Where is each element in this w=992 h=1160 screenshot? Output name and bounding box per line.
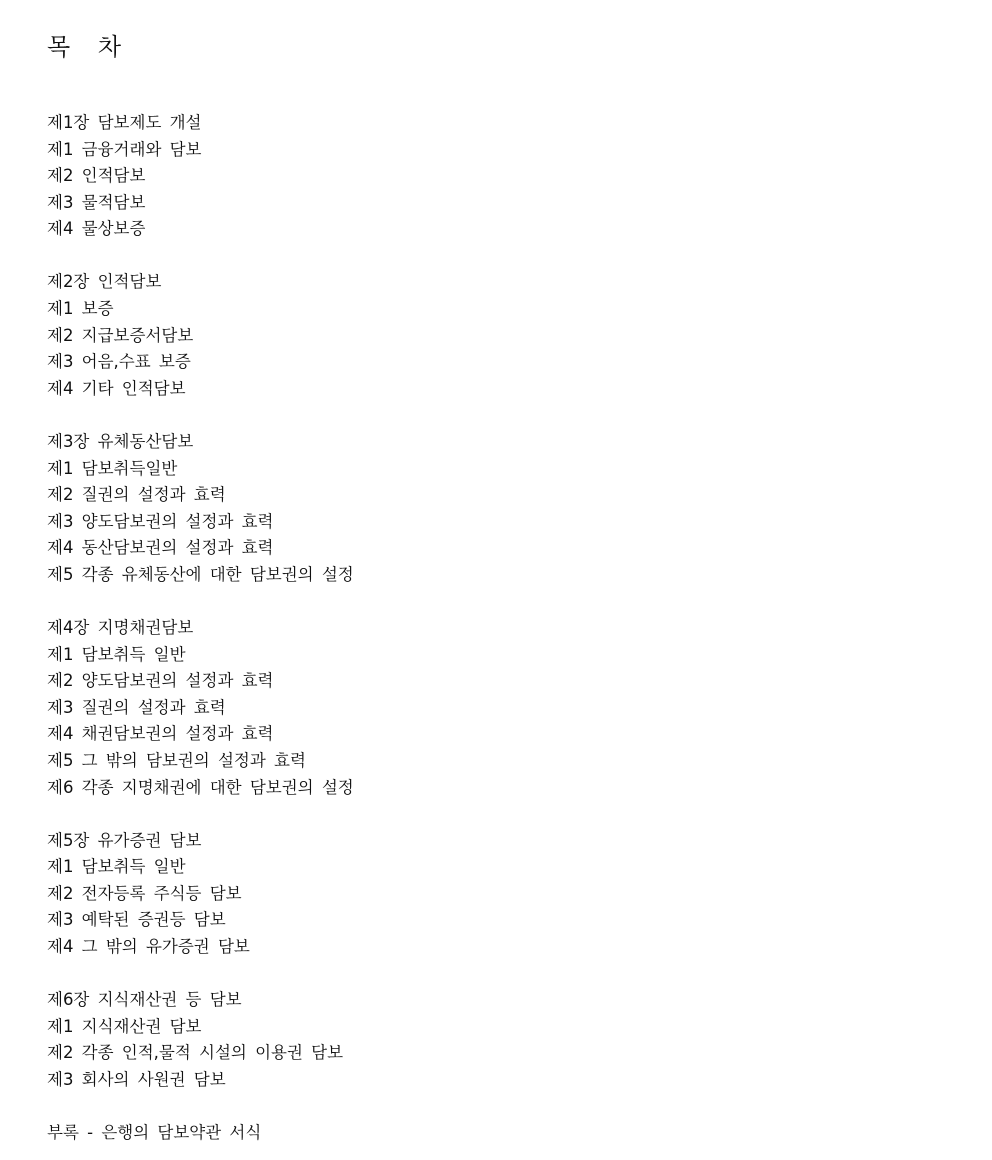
section-line: 제2 양도담보권의 설정과 효력 <box>47 671 274 691</box>
chapter-3 <box>47 429 947 589</box>
section-line: 제6 각종 지명채권에 대한 담보권의 설정 <box>47 777 354 797</box>
table-of-contents <box>47 30 947 1147</box>
section-line: 제2 인적담보 <box>47 166 146 186</box>
appendix-line: 부록 - 은행의 담보약관 서식 <box>47 1123 262 1142</box>
section-line: 제5 그 밖의 담보권의 설정과 효력 <box>47 750 306 770</box>
page-title: 목 차 <box>47 33 131 61</box>
section-line: 제2 전자등록 주식등 담보 <box>47 883 242 903</box>
chapter-6 <box>47 987 947 1093</box>
chapter-heading: 제6장 지식재산권 등 담보 <box>47 990 242 1010</box>
section-line: 제4 물상보증 <box>47 219 146 239</box>
chapter-heading: 제5장 유가증권 담보 <box>47 830 202 850</box>
section-line: 제1 보증 <box>47 299 114 319</box>
chapter-1 <box>47 110 947 243</box>
section-line: 제3 어음,수표 보증 <box>47 352 191 372</box>
section-line: 제1 지식재산권 담보 <box>47 1016 202 1036</box>
section-line: 제4 동산담보권의 설정과 효력 <box>47 538 274 558</box>
section-line: 제3 물적담보 <box>47 192 146 212</box>
section-line: 제5 각종 유체동산에 대한 담보권의 설정 <box>47 564 354 584</box>
section-line: 제3 예탁된 증권등 담보 <box>47 910 226 930</box>
chapter-4 <box>47 615 947 801</box>
section-line: 제2 질권의 설정과 효력 <box>47 485 226 505</box>
chapter-heading: 제3장 유체동산담보 <box>47 431 194 451</box>
section-line: 제1 담보취득 일반 <box>47 857 186 877</box>
section-line: 제4 그 밖의 유가증권 담보 <box>47 937 250 957</box>
section-line: 제1 담보취득 일반 <box>47 644 186 664</box>
section-line: 제4 채권담보권의 설정과 효력 <box>47 724 274 744</box>
chapter-2 <box>47 269 947 402</box>
section-line: 제3 회사의 사원권 담보 <box>47 1069 226 1089</box>
section-line: 제2 각종 인적,물적 시설의 이용권 담보 <box>47 1043 344 1063</box>
chapter-heading: 제2장 인적담보 <box>47 272 162 292</box>
chapter-5 <box>47 828 947 961</box>
section-line: 제2 지급보증서담보 <box>47 325 194 345</box>
section-line: 제1 금융거래와 담보 <box>47 139 202 159</box>
chapter-heading: 제4장 지명채권담보 <box>47 618 194 637</box>
section-line: 제3 질권의 설정과 효력 <box>47 697 226 717</box>
section-line: 제3 양도담보권의 설정과 효력 <box>47 511 274 531</box>
section-line: 제1 담보취득일반 <box>47 458 178 478</box>
chapter-heading: 제1장 담보제도 개설 <box>47 113 202 132</box>
section-line: 제4 기타 인적담보 <box>47 378 186 398</box>
